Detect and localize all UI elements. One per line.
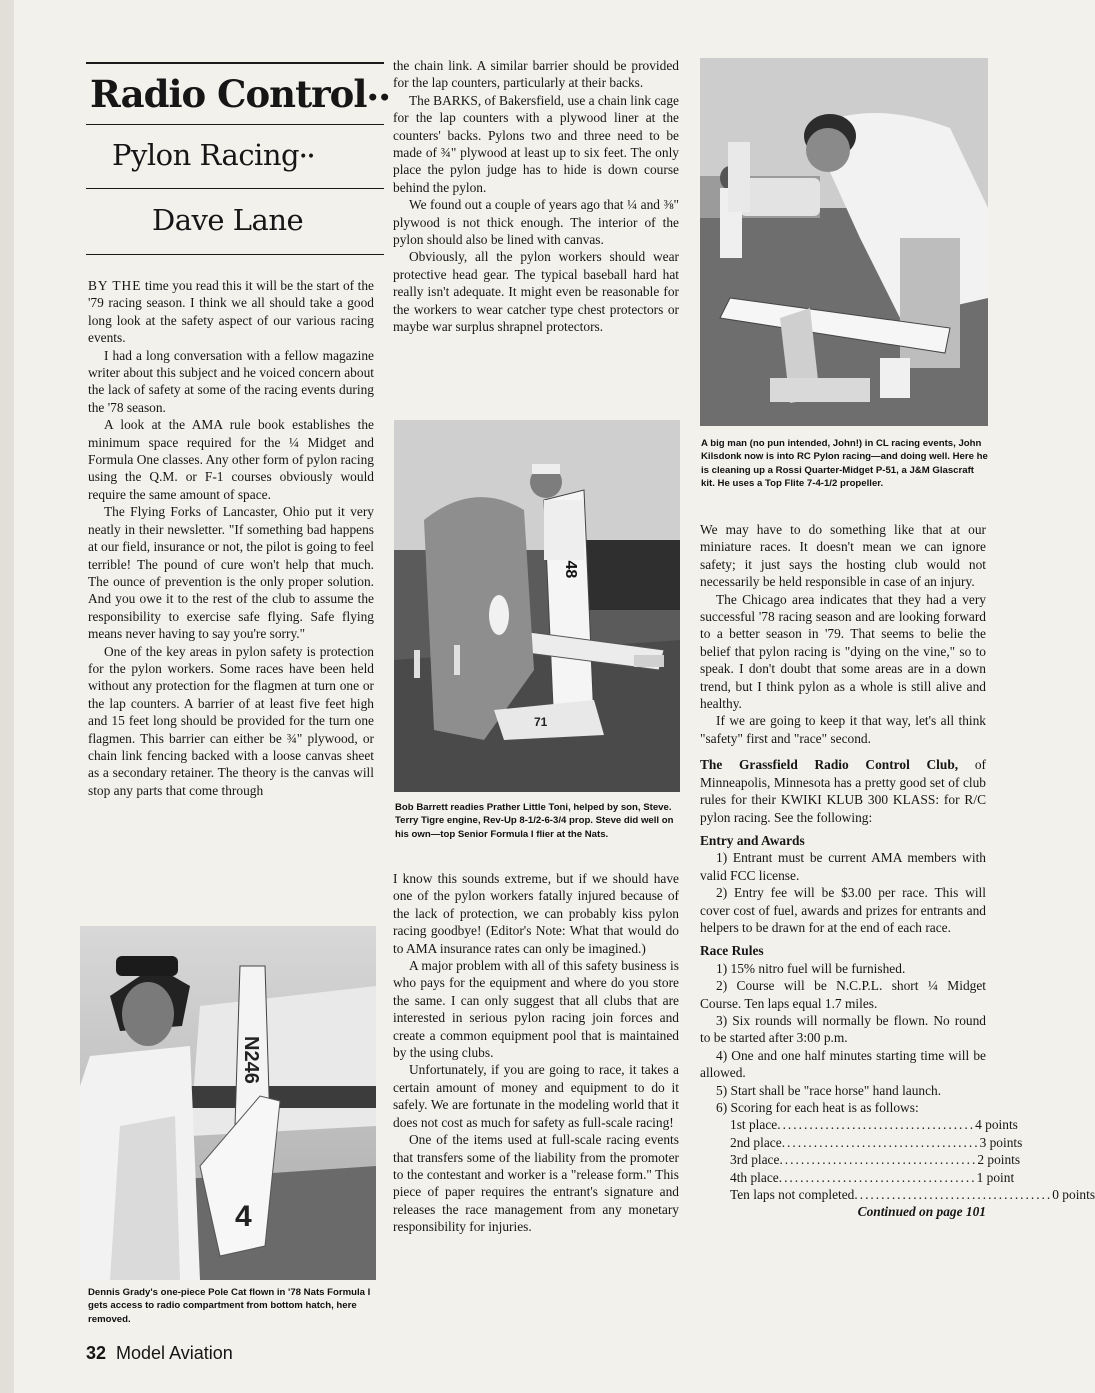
- paragraph: We may have to do something like that at our miniature races. It doesn't mean we can ignore safety; it just says the hosting club would not necessarily be held responsible in case of an injury.: [700, 522, 986, 590]
- paragraph: A major problem with all of this safety business is who pays for the equipment and where do you store the same. I can only suggest that all clubs that are interested in serious pylon racing join forces and create a common equipment pool that is maintained by the using clubs.: [393, 958, 679, 1061]
- lead-in: BY THE: [88, 278, 142, 293]
- subsection-title: Pylon Racing••: [112, 138, 315, 172]
- tail-registration: N246: [240, 1036, 262, 1084]
- rule-item: 2) Course will be N.C.P.L. short ¼ Midget Course. Ten laps equal 1.7 miles.: [700, 978, 986, 1011]
- header-rule-3: [86, 188, 384, 189]
- paragraph: One of the key areas in pylon safety is protection for the pylon workers. Some races have been held without any protection for the flagmen at turn one or the lap counters. A barrier of at least five feet high and 15 feet long should be provided for the turn one flagmen. This barrier can either be ¾" plywood, or chain link fencing backed with a loose canvas sheet as a secondary retainer. The theory is the canvas will stop any parts that come through: [88, 643, 374, 798]
- continued-note: Continued on page 101: [857, 1204, 986, 1220]
- page-footer: [86, 1343, 233, 1364]
- paragraph: I had a long conversation with a fellow magazine writer about this subject and he voiced concern about the lack of safety at some of the racing events during the '78 season.: [88, 347, 374, 415]
- photo-caption-1: Dennis Grady's one-piece Pole Cat flown in '78 Nats Formula I gets access to radio compartment from bottom hatch, here removed.: [88, 1287, 371, 1325]
- paragraph: BY THE time you read this it will be the start of the '79 racing season. I think we all should take a good long look at the safety aspect of our various racing events.: [88, 278, 374, 346]
- rule-item: 6) Scoring for each heat is as follows:: [716, 1100, 919, 1115]
- scoring-row: 1st place ..................................... 4 points: [730, 1117, 1018, 1133]
- plane-number-4: 4: [235, 1200, 252, 1233]
- heading-race-rules: Race Rules: [700, 943, 764, 959]
- magazine-name: Model Aviation: [116, 1343, 233, 1363]
- scoring-table: [700, 1116, 1095, 1203]
- column-2-bottom-text: [393, 870, 679, 1236]
- rule-item: 1) Entrant must be current AMA members with valid FCC license.: [700, 850, 986, 883]
- rule-item: 5) Start shall be "race horse" hand launch.: [716, 1082, 942, 1098]
- author-byline: Dave Lane: [152, 203, 304, 237]
- rule-item: 4) One and one half minutes starting time will be allowed.: [700, 1047, 986, 1081]
- photo-john-kilsdonk: [700, 58, 988, 426]
- photo-caption-2: Bob Barrett readies Prather Little Toni, helped by son, Steve. Terry Tigre engine, Rev-Up 8-1/2-6-3/4 prop. Steve did well on his own—top Senior Formula I flier at the Nats.: [395, 802, 674, 840]
- plane-number-71: 71: [534, 715, 548, 729]
- paragraph: A look at the AMA rule book establishes the minimum space required for the ¼ Midget and Formula One classes. Any other form of pylon racing using the Q.M. or F-1 courses obviously would require the same amount of space.: [88, 417, 374, 502]
- rule-item: 2) Entry fee will be $3.00 per race. This will cover cost of fuel, awards and prizes for entrants and helpers to be drawn for at the end of each race.: [700, 885, 986, 935]
- column-2-top-text: [393, 57, 679, 336]
- rule-item: 1) 15% nitro fuel will be furnished.: [716, 960, 906, 976]
- photo-dennis-grady: [80, 926, 376, 1280]
- heading-entry-awards: Entry and Awards: [700, 832, 805, 848]
- photo-bob-barrett: [394, 420, 680, 792]
- header-rule-2: [86, 124, 384, 125]
- column-1-text: [88, 277, 374, 799]
- paragraph: Unfortunately, if you are going to race, it takes a certain amount of money and equipment to do it safely. We are fortunate in the modeling world that it does not cost as much for safety as full-scale racing!: [393, 1062, 679, 1130]
- paragraph: The Chicago area indicates that they had a very successful '78 racing season and are looking forward to a better season in '79. That seems to belie the belief that pylon racing is "dying on the vine," so to speak. I don't doubt that some areas are in a down trend, but I think pylon as a whole is still alive and healthy.: [700, 591, 986, 712]
- paragraph: the chain link. A similar barrier should be provided for the lap counters, particularly at their backs.: [393, 58, 679, 91]
- paragraph: The Flying Forks of Lancaster, Ohio put it very neatly in their newsletter. "If something bad happens at our field, insurance or not, the pilot is going to feel terrible! The pound of cure won't help that much. The ounce of prevention is the only proper solution. And you owe it to the rest of the club to assume the responsibility to exercise safe flying. Safe flying means never having to say you're sorry.": [88, 504, 374, 642]
- paragraph: I know this sounds extreme, but if we should have one of the pylon workers fatally injured because of the lack of protection, we can probably kiss pylon racing goodbye! (Editor's Note: What that would do to AMA insurance rates can only be imagined.): [393, 871, 679, 956]
- section-title: Radio Control••: [90, 72, 390, 116]
- paragraph: We found out a couple of years ago that ¼ and ⅜" plywood is not thick enough. The interior of the pylon should also be lined with canvas.: [393, 197, 679, 248]
- rule-item: 3) Six rounds will normally be flown. No round to be started after 3:00 p.m.: [700, 1012, 986, 1046]
- club-name: The Grassfield Radio Control Club,: [700, 757, 959, 773]
- photo-caption-3: A big man (no pun intended, John!) in CL racing events, John Kilsdonk now is into RC Pylon racing—and doing well. Here he is cleaning up a Rossi Quarter-Midget P-51, a J&M Glascraft kit. He uses a Top Flite 7-4-1/2 propeller.: [701, 438, 988, 490]
- scoring-row: 2nd place ..................................... 3 points: [730, 1134, 1023, 1150]
- scoring-row: Ten laps not completed ..................................... 0 points: [730, 1187, 1095, 1203]
- scoring-row: 3rd place ..................................... 2 points: [730, 1152, 1021, 1168]
- header-rule-top: [86, 62, 384, 64]
- column-3-text: [700, 521, 1095, 1221]
- paragraph: One of the items used at full-scale racing events that transfers some of the liability from the promoter to the contestant and worker is a "release form." This piece of paper requires the entrant's signature and releases the race management from any monetary responsibility for injuries.: [393, 1132, 679, 1235]
- scoring-row: 4th place ..................................... 1 point: [730, 1169, 1015, 1185]
- paragraph: Obviously, all the pylon workers should wear protective head gear. The typical baseball hard hat really isn't adequate. It might even be reasonable for the workers to wear catcher type chest protectors or maybe war surplus shrapnel protectors.: [393, 249, 679, 335]
- paragraph: The Grassfield Radio Control Club, of Minneapolis, Minnesota has a pretty good set of club rules for their KWIKI KLUB 300 KLASS: for R/C pylon racing. See the following:: [700, 757, 986, 825]
- page-edge: [0, 0, 14, 1393]
- page-number: 32: [86, 1343, 107, 1363]
- paragraph: If we are going to keep it that way, let's all think "safety" first and "race" second.: [700, 713, 986, 746]
- paragraph: The BARKS, of Bakersfield, use a chain link cage for the lap counters with a plywood liner at the counters' backs. Pylons two and three need to be made of ¾" plywood at least up to six feet. The only place the pylon judge has to hide is down course behind the pylon.: [393, 92, 679, 195]
- header-rule-4: [86, 254, 384, 255]
